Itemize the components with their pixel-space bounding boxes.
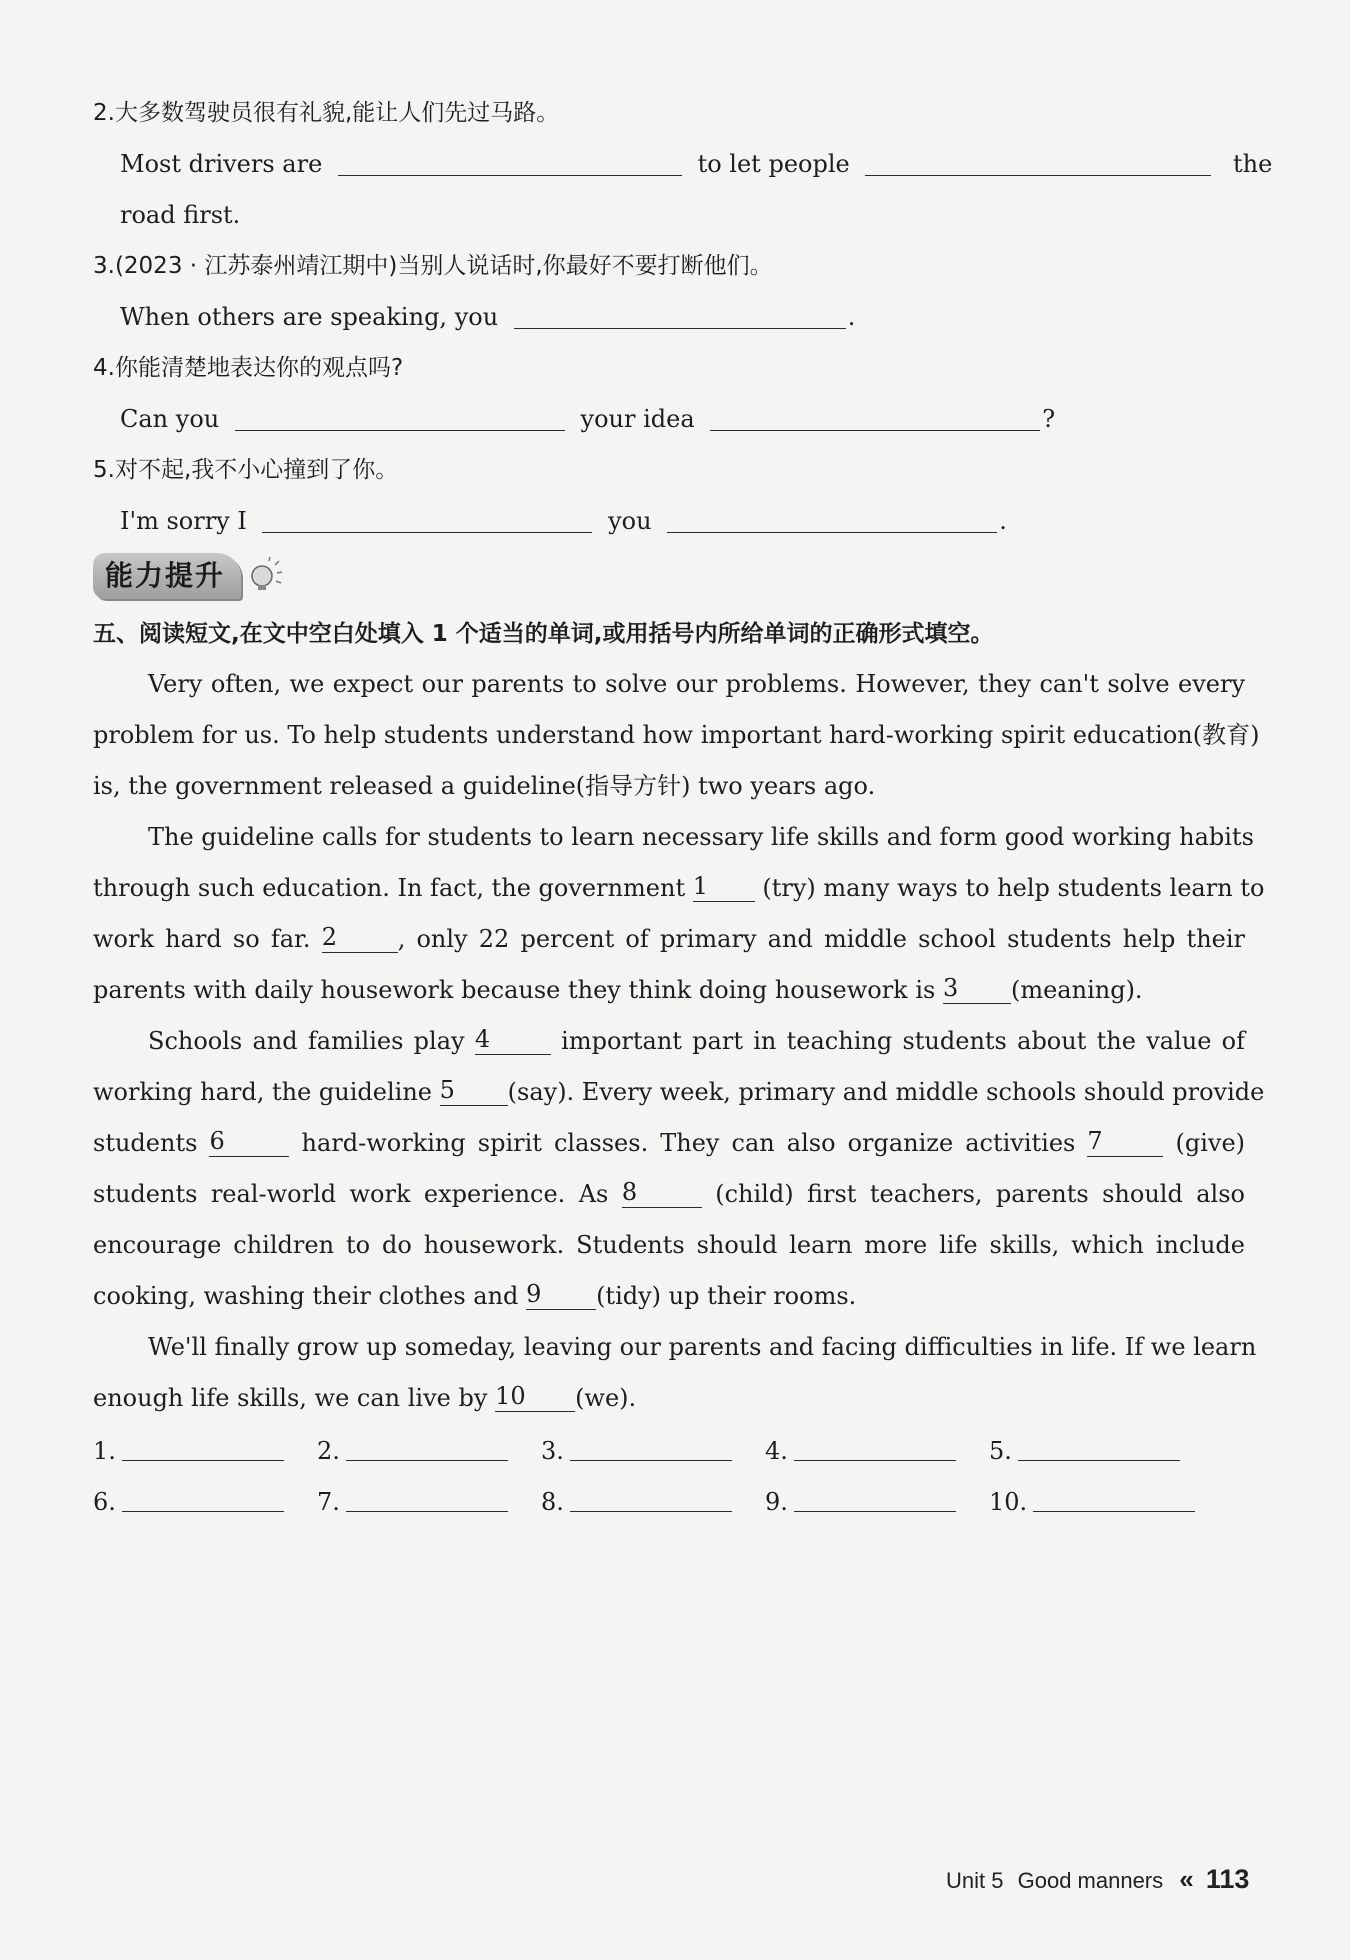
passage-paragraph-2 — [93, 812, 1265, 1016]
answer-blank[interactable] — [235, 398, 565, 431]
question-3-prompt: 3.(2023 · 江苏泰州靖江期中)当别人说话时,你最好不要打断他们。 — [93, 253, 773, 279]
answer-number: 8. — [541, 1488, 564, 1516]
passage-line — [93, 1169, 1245, 1220]
answer-number: 7. — [317, 1488, 340, 1516]
passage-paragraph-4 — [93, 1322, 1257, 1424]
answer-row-2 — [93, 1477, 1245, 1528]
passage-text: important part in teaching students about the value of — [561, 1027, 1245, 1055]
passage-text: work hard so far. — [93, 925, 311, 953]
question-5-text-b: you — [608, 507, 652, 535]
answer-cell — [93, 1426, 317, 1477]
answer-cell — [317, 1426, 541, 1477]
question-5-prompt: 5.对不起,我不小心撞到了你。 — [93, 457, 399, 483]
answer-cell — [541, 1477, 765, 1528]
answer-number: 9. — [765, 1488, 788, 1516]
passage-text: parents with daily housework because they think doing housework is — [93, 976, 936, 1004]
passage-line — [93, 863, 1265, 914]
question-2-text-a: Most drivers are — [120, 150, 323, 178]
passage-text: (say). Every week, primary and middle schools should provide — [507, 1078, 1265, 1106]
question-2-text-d: road first. — [120, 201, 241, 229]
passage-text: Schools and families play — [148, 1027, 465, 1055]
footer-title: Good manners — [1017, 1868, 1164, 1893]
numbered-blank-6[interactable]: 6 — [209, 1126, 289, 1157]
numbered-blank-10[interactable]: 10 — [495, 1381, 575, 1412]
passage-text: (we). — [575, 1384, 637, 1412]
question-2-text-c: the — [1233, 150, 1273, 178]
numbered-blank-9[interactable]: 9 — [526, 1279, 596, 1310]
passage-text: (meaning). — [1010, 976, 1143, 1004]
answer-grid — [93, 1426, 1245, 1528]
passage-text: (give) — [1175, 1129, 1246, 1157]
passage-text: working hard, the guideline — [93, 1078, 432, 1106]
answer-row-1 — [93, 1426, 1245, 1477]
answer-number: 6. — [93, 1488, 116, 1516]
answer-blank[interactable] — [1033, 1483, 1195, 1512]
answer-cell — [317, 1477, 541, 1528]
answer-blank[interactable] — [667, 500, 997, 533]
passage-text: enough life skills, we can live by — [93, 1384, 488, 1412]
question-3-answer-line — [93, 292, 1245, 343]
footer-unit: Unit 5 — [946, 1868, 1004, 1893]
question-2-answer-line — [93, 139, 1273, 190]
answer-blank[interactable] — [346, 1432, 508, 1461]
answer-blank[interactable] — [514, 296, 846, 329]
passage-text: students — [93, 1129, 198, 1157]
question-3-end: . — [847, 303, 856, 331]
question-4-prompt: 4.你能清楚地表达你的观点吗? — [93, 355, 404, 381]
passage-paragraph-3 — [93, 1016, 1265, 1322]
question-4-end: ? — [1042, 405, 1056, 433]
answer-blank[interactable] — [570, 1483, 732, 1512]
numbered-blank-4[interactable]: 4 — [475, 1024, 551, 1055]
section-title: 能力提升 — [93, 553, 241, 599]
answer-number: 4. — [765, 1437, 788, 1465]
answer-blank[interactable] — [865, 143, 1211, 176]
passage-line: Very often, we expect our parents to solve our problems. However, they can't solve every — [148, 670, 1245, 698]
passage-line: encourage children to do housework. Students should learn more life skills, which include — [93, 1231, 1245, 1259]
question-2-text-b: to let people — [697, 150, 850, 178]
answer-blank[interactable] — [338, 143, 682, 176]
page-footer — [946, 1864, 1249, 1895]
passage-text: through such education. In fact, the government — [93, 874, 686, 902]
answer-blank[interactable] — [710, 398, 1040, 431]
question-4-text-b: your idea — [580, 405, 695, 433]
passage-text: , only 22 percent of primary and middle school students help their — [397, 925, 1245, 953]
passage-line — [93, 914, 1245, 965]
section-instruction: 五、阅读短文,在文中空白处填入 1 个适当的单词,或用括号内所给单词的正确形式填空。 — [93, 621, 994, 647]
numbered-blank-7[interactable]: 7 — [1087, 1126, 1163, 1157]
double-chevron-left-icon: « — [1179, 1864, 1194, 1894]
question-4-text-a: Can you — [120, 405, 220, 433]
question-5-end: . — [999, 507, 1007, 535]
numbered-blank-3[interactable]: 3 — [943, 973, 1011, 1004]
passage-text: cooking, washing their clothes and — [93, 1282, 519, 1310]
numbered-blank-2[interactable]: 2 — [322, 922, 398, 953]
passage-line: is, the government released a guideline(指导方针) two years ago. — [93, 772, 876, 800]
numbered-blank-5[interactable]: 5 — [440, 1075, 508, 1106]
passage-line — [93, 1067, 1265, 1118]
answer-cell — [989, 1426, 1213, 1477]
passage-line — [93, 1271, 1245, 1322]
answer-blank[interactable] — [570, 1432, 732, 1461]
passage-text: (try) many ways to help students learn to — [762, 874, 1265, 902]
answer-blank[interactable] — [346, 1483, 508, 1512]
passage-paragraph-1 — [93, 659, 1260, 812]
answer-blank[interactable] — [1018, 1432, 1180, 1461]
answer-blank[interactable] — [794, 1432, 956, 1461]
answer-cell — [541, 1426, 765, 1477]
passage-text: hard-working spirit classes. They can also organize activities — [301, 1129, 1076, 1157]
page-number: 113 — [1205, 1864, 1250, 1894]
answer-cell — [765, 1426, 989, 1477]
passage-line — [93, 965, 1245, 1016]
lightbulb-icon — [245, 557, 283, 595]
answer-blank[interactable] — [122, 1483, 284, 1512]
question-2-prompt: 2.大多数驾驶员很有礼貌,能让人们先过马路。 — [93, 100, 560, 126]
passage-text: (tidy) up their rooms. — [596, 1282, 857, 1310]
passage-text: students real-world work experience. As — [93, 1180, 609, 1208]
answer-number: 1. — [93, 1437, 116, 1465]
passage-line: We'll finally grow up someday, leaving our parents and facing difficulties in life. If we learn — [148, 1333, 1257, 1361]
answer-cell — [989, 1477, 1213, 1528]
passage-line: problem for us. To help students understand how important hard-working spirit education(教育) — [93, 721, 1260, 749]
passage-text: (child) first teachers, parents should also — [715, 1180, 1245, 1208]
numbered-blank-1[interactable]: 1 — [693, 871, 755, 902]
question-5-text-a: I'm sorry I — [120, 507, 247, 535]
numbered-blank-8[interactable]: 8 — [622, 1177, 702, 1208]
answer-number: 10. — [989, 1488, 1028, 1516]
question-3-text-a: When others are speaking, you — [120, 303, 499, 331]
question-5-answer-line — [93, 496, 1245, 547]
answer-number: 3. — [541, 1437, 564, 1465]
answer-blank[interactable] — [262, 500, 592, 533]
answer-cell — [765, 1477, 989, 1528]
answer-number: 2. — [317, 1437, 340, 1465]
passage-line — [93, 1016, 1245, 1067]
question-4-answer-line — [93, 394, 1245, 445]
answer-blank[interactable] — [122, 1432, 284, 1461]
passage-line — [93, 1373, 1245, 1424]
passage-line — [93, 1118, 1245, 1169]
page-content — [93, 88, 1273, 1528]
answer-blank[interactable] — [794, 1483, 956, 1512]
answer-cell — [93, 1477, 317, 1528]
section-banner — [93, 549, 1245, 603]
answer-number: 5. — [989, 1437, 1012, 1465]
passage-line: The guideline calls for students to learn necessary life skills and form good working habits — [148, 823, 1254, 851]
